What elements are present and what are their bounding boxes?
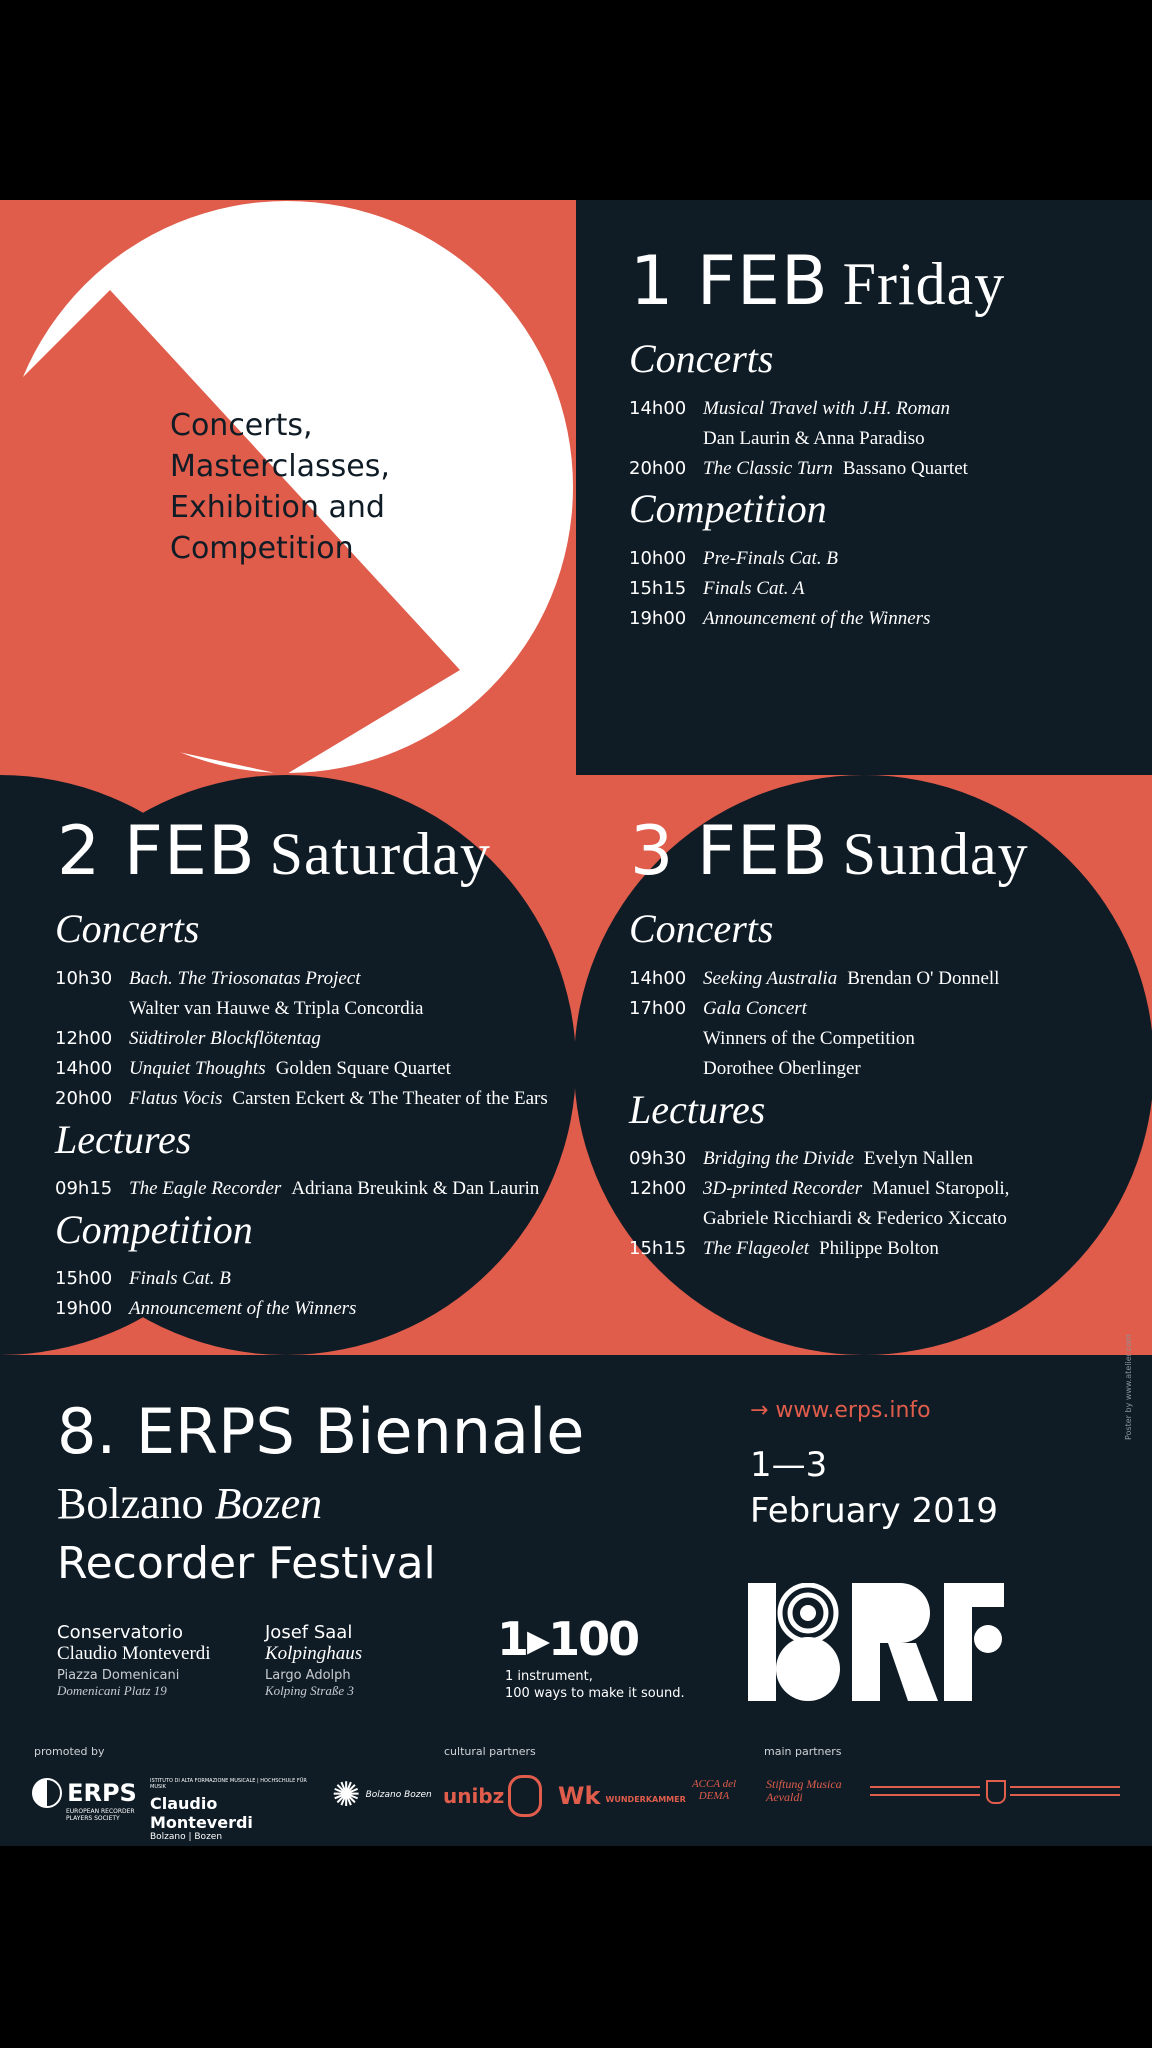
venue-subname: Kolpinghaus [265,1643,363,1664]
day3-lecture-row: 12h00 3D-printed Recorder Manuel Staropoli, [629,1178,1010,1199]
venue-address: Piazza Domenicani [57,1668,180,1683]
bolzano-logo [332,1775,432,1815]
day1-concert-row: Dan Laurin & Anna Paradiso [703,428,925,449]
intro-text [170,405,390,569]
day1-heading [630,242,1005,321]
day1-competition-label: Competition [629,486,827,531]
one-to-hundred-logo: 1▸100 [497,1612,639,1666]
day2-competition-label: Competition [55,1207,253,1252]
day2-concert-row: 14h00 Unquiet Thoughts Golden Square Quartet [55,1058,451,1079]
province-logo-line [870,1794,980,1796]
day1-competition-row: 15h15 Finals Cat. A [629,578,805,599]
stiftung-logo: Stiftung Musica Aevaldi [766,1777,842,1804]
day3-concert-row: 17h00 Gala Concert [629,998,807,1019]
intro-line: Competition [170,531,354,566]
erps-text: ERPS [67,1779,137,1807]
day1-date: 1 FEB [630,242,829,321]
coat-of-arms-icon [986,1780,1006,1804]
dates-range: 1—3 [750,1445,828,1485]
one-to-hundred-tagline [505,1668,685,1702]
city-name-it: Bozen [214,1479,323,1528]
monteverdi-logo [150,1778,310,1842]
region-logo-line [1010,1794,1120,1796]
cultural-label: cultural partners [444,1745,536,1758]
monteverdi-small: ISTITUTO DI ALTA FORMAZIONE MUSICALE | HOCHSCHULE FÜR MUSIK [150,1778,307,1790]
region-logo-line [1010,1786,1120,1788]
day3-concert-row: 14h00 Seeking Australia Brendan O' Donnell [629,968,1000,989]
brf-logo-icon [748,1583,1008,1703]
s-logo-icon [508,1775,542,1817]
day3-lecture-row: 09h30 Bridging the Divide Evelyn Nallen [629,1148,974,1169]
day2-concert-row: 12h00 Südtiroler Blockflötentag [55,1028,321,1049]
tagline-line: 1 instrument, [505,1669,593,1684]
day3-concert-row: Dorothee Oberlinger [703,1058,861,1079]
festival-dates [750,1442,998,1534]
intro-line: Exhibition and [170,490,385,525]
day2-concert-row: 20h00 Flatus Vocis Carsten Eckert & The Theater of the Ears [55,1088,548,1109]
venue-address: Largo Adolph [265,1668,351,1683]
dates-month: February 2019 [750,1491,998,1531]
sunburst-icon: ✺ [332,1775,361,1815]
day2-lectures-label: Lectures [55,1117,192,1162]
festival-title: 8. ERPS Biennale [57,1395,585,1468]
venue-conservatorio [57,1622,257,1699]
monteverdi-sub: Bolzano | Bozen [150,1832,223,1842]
venue-subname: Claudio Monteverdi [57,1643,211,1664]
day1-concert-row: 14h00 Musical Travel with J.H. Roman [629,398,950,419]
wunderkammer-logo [558,1782,686,1810]
venue-name: Conservatorio [57,1622,184,1643]
festival-subtitle: Recorder Festival [57,1538,436,1589]
day3-date: 3 FEB [630,812,829,891]
day2-date: 2 FEB [57,812,256,891]
erps-subtext: EUROPEAN RECORDER PLAYERS SOCIETY [66,1808,135,1822]
city-name: Bolzano [57,1479,204,1528]
day2-weekday: Saturday [269,821,491,887]
day1-competition-row: 10h00 Pre-Finals Cat. B [629,548,838,569]
main-label: main partners [764,1745,842,1758]
day3-concerts-label: Concerts [629,906,774,951]
day3-lecture-row: Gabriele Ricchiardi & Federico Xiccato [703,1208,1007,1229]
day3-lecture-row: 15h15 The Flageolet Philippe Bolton [629,1238,939,1259]
day2-competition-row: 15h00 Finals Cat. B [55,1268,231,1289]
promoted-label: promoted by [34,1745,105,1758]
venue-kolpinghaus [265,1622,465,1699]
day1-concerts-label: Concerts [629,336,774,381]
poster [0,200,1152,1846]
day3-concert-row: Winners of the Competition [703,1028,915,1049]
acca-logo: ACCA del DEMA [691,1778,737,1802]
intro-line: Masterclasses, [170,449,390,484]
venue-address-de: Domenicani Platz 19 [57,1683,167,1698]
day3-lectures-label: Lectures [629,1087,766,1132]
intro-line: Concerts, [170,408,313,443]
venue-address-de: Kolping Straße 3 [265,1683,354,1698]
day3-weekday: Sunday [842,821,1029,887]
erps-logo [32,1778,156,1822]
day2-heading [57,812,491,891]
day2-lecture-row: 09h15 The Eagle Recorder Adriana Breukink & Dan Laurin [55,1178,540,1199]
wunderkammer-text: WUNDERKAMMER [605,1795,686,1804]
monteverdi-name: Claudio Monteverdi [150,1794,253,1832]
day2-concert-row: Walter van Hauwe & Tripla Concordia [129,998,424,1019]
unibz-logo: unibz [443,1784,505,1808]
day3-heading [630,812,1029,891]
venue-name: Josef Saal [265,1622,353,1643]
day1-concert-row: 20h00 The Classic Turn Bassano Quartet [629,458,968,479]
tagline-line: 100 ways to make it sound. [505,1686,685,1701]
day1-competition-row: 19h00 Announcement of the Winners [629,608,931,629]
bolzano-text: Bolzano Bozen [365,1790,432,1800]
wk-icon: Wk [558,1782,601,1810]
day2-competition-row: 19h00 Announcement of the Winners [55,1298,357,1319]
festival-city [57,1478,322,1529]
day2-concert-row: 10h30 Bach. The Triosonatas Project [55,968,361,989]
day2-concerts-label: Concerts [55,906,200,951]
province-logo-line [870,1786,980,1788]
photo-credit: Poster by www.atelier.com [1124,1334,1133,1440]
website-link[interactable]: → www.erps.info [750,1398,931,1423]
erps-logo-icon [32,1778,62,1808]
day1-weekday: Friday [842,251,1006,317]
